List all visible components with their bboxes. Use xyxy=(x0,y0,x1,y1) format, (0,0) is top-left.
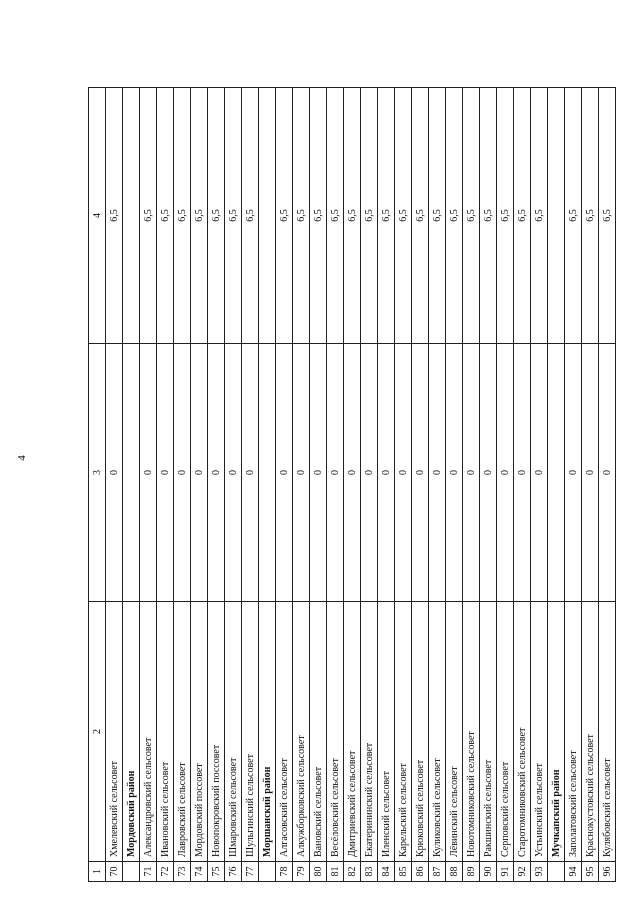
value-col-3 xyxy=(123,344,140,602)
municipality-name: Новопокровский поссовет xyxy=(208,602,225,862)
value-col-4: 6,5 xyxy=(140,88,157,344)
value-col-4: 6,5 xyxy=(361,88,378,344)
table-row xyxy=(140,88,157,882)
row-number: 78 xyxy=(276,862,293,882)
value-col-3: 0 xyxy=(480,344,497,602)
value-col-4 xyxy=(548,88,565,344)
row-number: 70 xyxy=(106,862,123,882)
value-col-3: 0 xyxy=(497,344,514,602)
value-col-4: 6,5 xyxy=(395,88,412,344)
table-row xyxy=(310,88,327,882)
table-frame xyxy=(88,88,613,882)
municipality-name: Заполатовский сельсовет xyxy=(565,602,582,862)
municipality-name: Кулябовский сельсовет xyxy=(599,602,616,862)
row-number: 79 xyxy=(293,862,310,882)
table-row xyxy=(497,88,514,882)
table-row xyxy=(480,88,497,882)
table-row xyxy=(463,88,480,882)
value-col-4: 6,5 xyxy=(599,88,616,344)
municipality-name: Старотомниковский сельсовет xyxy=(514,602,531,862)
data-table xyxy=(88,87,616,882)
value-col-3 xyxy=(259,344,276,602)
municipality-name: Краснокустовский сельсовет xyxy=(582,602,599,862)
municipality-name: Алгасовский сельсовет xyxy=(276,602,293,862)
value-col-4: 6,5 xyxy=(106,88,123,344)
value-col-3: 0 xyxy=(276,344,293,602)
table-row xyxy=(242,88,259,882)
value-col-4: 6,5 xyxy=(344,88,361,344)
table-row xyxy=(378,88,395,882)
table-row xyxy=(208,88,225,882)
value-col-4: 6,5 xyxy=(378,88,395,344)
header-cell-2: 2 xyxy=(89,602,106,862)
row-number: 75 xyxy=(208,862,225,882)
value-col-3: 0 xyxy=(310,344,327,602)
municipality-name: Мордовский поссовет xyxy=(191,602,208,862)
value-col-4: 6,5 xyxy=(531,88,548,344)
header-cell-1: 1 xyxy=(89,862,106,882)
table-body xyxy=(89,88,616,882)
row-number xyxy=(548,862,565,882)
table-row xyxy=(412,88,429,882)
value-col-3: 0 xyxy=(327,344,344,602)
value-col-3 xyxy=(548,344,565,602)
municipality-name: Вановский сельсовет xyxy=(310,602,327,862)
row-number: 74 xyxy=(191,862,208,882)
value-col-3: 0 xyxy=(106,344,123,602)
row-number: 95 xyxy=(582,862,599,882)
header-row xyxy=(89,88,106,882)
table-row xyxy=(327,88,344,882)
table-row xyxy=(429,88,446,882)
row-number: 77 xyxy=(242,862,259,882)
table-row xyxy=(276,88,293,882)
row-number: 96 xyxy=(599,862,616,882)
row-number: 83 xyxy=(361,862,378,882)
row-number: 85 xyxy=(395,862,412,882)
municipality-name: Александровский сельсовет xyxy=(140,602,157,862)
table-row xyxy=(531,88,548,882)
value-col-3: 0 xyxy=(242,344,259,602)
region-row xyxy=(123,88,140,882)
header-cell-3: 3 xyxy=(89,344,106,602)
municipality-name: Серповский сельсовет xyxy=(497,602,514,862)
municipality-name: Крюковский сельсовет xyxy=(412,602,429,862)
value-col-3: 0 xyxy=(412,344,429,602)
value-col-3: 0 xyxy=(140,344,157,602)
region-name: Мордовский район xyxy=(123,602,140,862)
value-col-4: 6,5 xyxy=(514,88,531,344)
value-col-3: 0 xyxy=(191,344,208,602)
value-col-3: 0 xyxy=(225,344,242,602)
row-number xyxy=(123,862,140,882)
municipality-name: Куликовский сельсовет xyxy=(429,602,446,862)
table-row xyxy=(344,88,361,882)
municipality-name: Карельский сельсовет xyxy=(395,602,412,862)
row-number xyxy=(259,862,276,882)
region-name: Моршанский район xyxy=(259,602,276,862)
value-col-3: 0 xyxy=(514,344,531,602)
value-col-4: 6,5 xyxy=(157,88,174,344)
municipality-name: Ракшинский сельсовет xyxy=(480,602,497,862)
municipality-name: Дмитриевский сельсовет xyxy=(344,602,361,862)
table-row xyxy=(446,88,463,882)
value-col-4: 6,5 xyxy=(480,88,497,344)
table-row xyxy=(565,88,582,882)
row-number: 89 xyxy=(463,862,480,882)
table-row xyxy=(395,88,412,882)
value-col-4: 6,5 xyxy=(225,88,242,344)
value-col-3: 0 xyxy=(531,344,548,602)
table-row xyxy=(157,88,174,882)
region-row xyxy=(548,88,565,882)
page-number: 4 xyxy=(16,455,28,461)
table-row xyxy=(225,88,242,882)
table-row xyxy=(361,88,378,882)
row-number: 73 xyxy=(174,862,191,882)
value-col-4: 6,5 xyxy=(174,88,191,344)
row-number: 82 xyxy=(344,862,361,882)
value-col-4: 6,5 xyxy=(446,88,463,344)
value-col-4 xyxy=(259,88,276,344)
table-row xyxy=(106,88,123,882)
value-col-4: 6,5 xyxy=(242,88,259,344)
value-col-4: 6,5 xyxy=(565,88,582,344)
row-number: 72 xyxy=(157,862,174,882)
table-row xyxy=(582,88,599,882)
region-row xyxy=(259,88,276,882)
table-row xyxy=(514,88,531,882)
value-col-3: 0 xyxy=(565,344,582,602)
value-col-4: 6,5 xyxy=(327,88,344,344)
value-col-4: 6,5 xyxy=(310,88,327,344)
row-number: 86 xyxy=(412,862,429,882)
table-row xyxy=(174,88,191,882)
municipality-name: Иленский сельсовет xyxy=(378,602,395,862)
table-row xyxy=(599,88,616,882)
row-number: 87 xyxy=(429,862,446,882)
row-number: 88 xyxy=(446,862,463,882)
row-number: 84 xyxy=(378,862,395,882)
value-col-3: 0 xyxy=(344,344,361,602)
value-col-3: 0 xyxy=(174,344,191,602)
value-col-4: 6,5 xyxy=(497,88,514,344)
value-col-3: 0 xyxy=(208,344,225,602)
row-number: 71 xyxy=(140,862,157,882)
municipality-name: Екатерининский сельсовет xyxy=(361,602,378,862)
value-col-3: 0 xyxy=(361,344,378,602)
value-col-3: 0 xyxy=(395,344,412,602)
municipality-name: Алкужборковский сельсовет xyxy=(293,602,310,862)
table-row xyxy=(293,88,310,882)
value-col-4: 6,5 xyxy=(463,88,480,344)
municipality-name: Хмелевский сельсовет xyxy=(106,602,123,862)
header-cell-4: 4 xyxy=(89,88,106,344)
value-col-4: 6,5 xyxy=(208,88,225,344)
row-number: 93 xyxy=(531,862,548,882)
value-col-4: 6,5 xyxy=(293,88,310,344)
municipality-name: Ивановский сельсовет xyxy=(157,602,174,862)
municipality-name: Весёловский сельсовет xyxy=(327,602,344,862)
value-col-3: 0 xyxy=(378,344,395,602)
value-col-3: 0 xyxy=(293,344,310,602)
municipality-name: Лёвинский сельсовет xyxy=(446,602,463,862)
municipality-name: Лавровский сельсовет xyxy=(174,602,191,862)
row-number: 80 xyxy=(310,862,327,882)
value-col-3: 0 xyxy=(599,344,616,602)
value-col-4: 6,5 xyxy=(582,88,599,344)
row-number: 92 xyxy=(514,862,531,882)
value-col-4: 6,5 xyxy=(191,88,208,344)
table-rotator xyxy=(88,88,613,882)
row-number: 94 xyxy=(565,862,582,882)
municipality-name: Новотомниковский сельсовет xyxy=(463,602,480,862)
value-col-3: 0 xyxy=(446,344,463,602)
region-name: Мучкапский район xyxy=(548,602,565,862)
row-number: 76 xyxy=(225,862,242,882)
municipality-name: Шмаровский сельсовет xyxy=(225,602,242,862)
municipality-name: Шульгинский сельсовет xyxy=(242,602,259,862)
municipality-name: Устьинский сельсовет xyxy=(531,602,548,862)
value-col-3: 0 xyxy=(582,344,599,602)
value-col-4 xyxy=(123,88,140,344)
row-number: 91 xyxy=(497,862,514,882)
value-col-3: 0 xyxy=(463,344,480,602)
row-number: 90 xyxy=(480,862,497,882)
table-row xyxy=(191,88,208,882)
value-col-4: 6,5 xyxy=(276,88,293,344)
value-col-4: 6,5 xyxy=(429,88,446,344)
value-col-4: 6,5 xyxy=(412,88,429,344)
value-col-3: 0 xyxy=(429,344,446,602)
value-col-3: 0 xyxy=(157,344,174,602)
row-number: 81 xyxy=(327,862,344,882)
